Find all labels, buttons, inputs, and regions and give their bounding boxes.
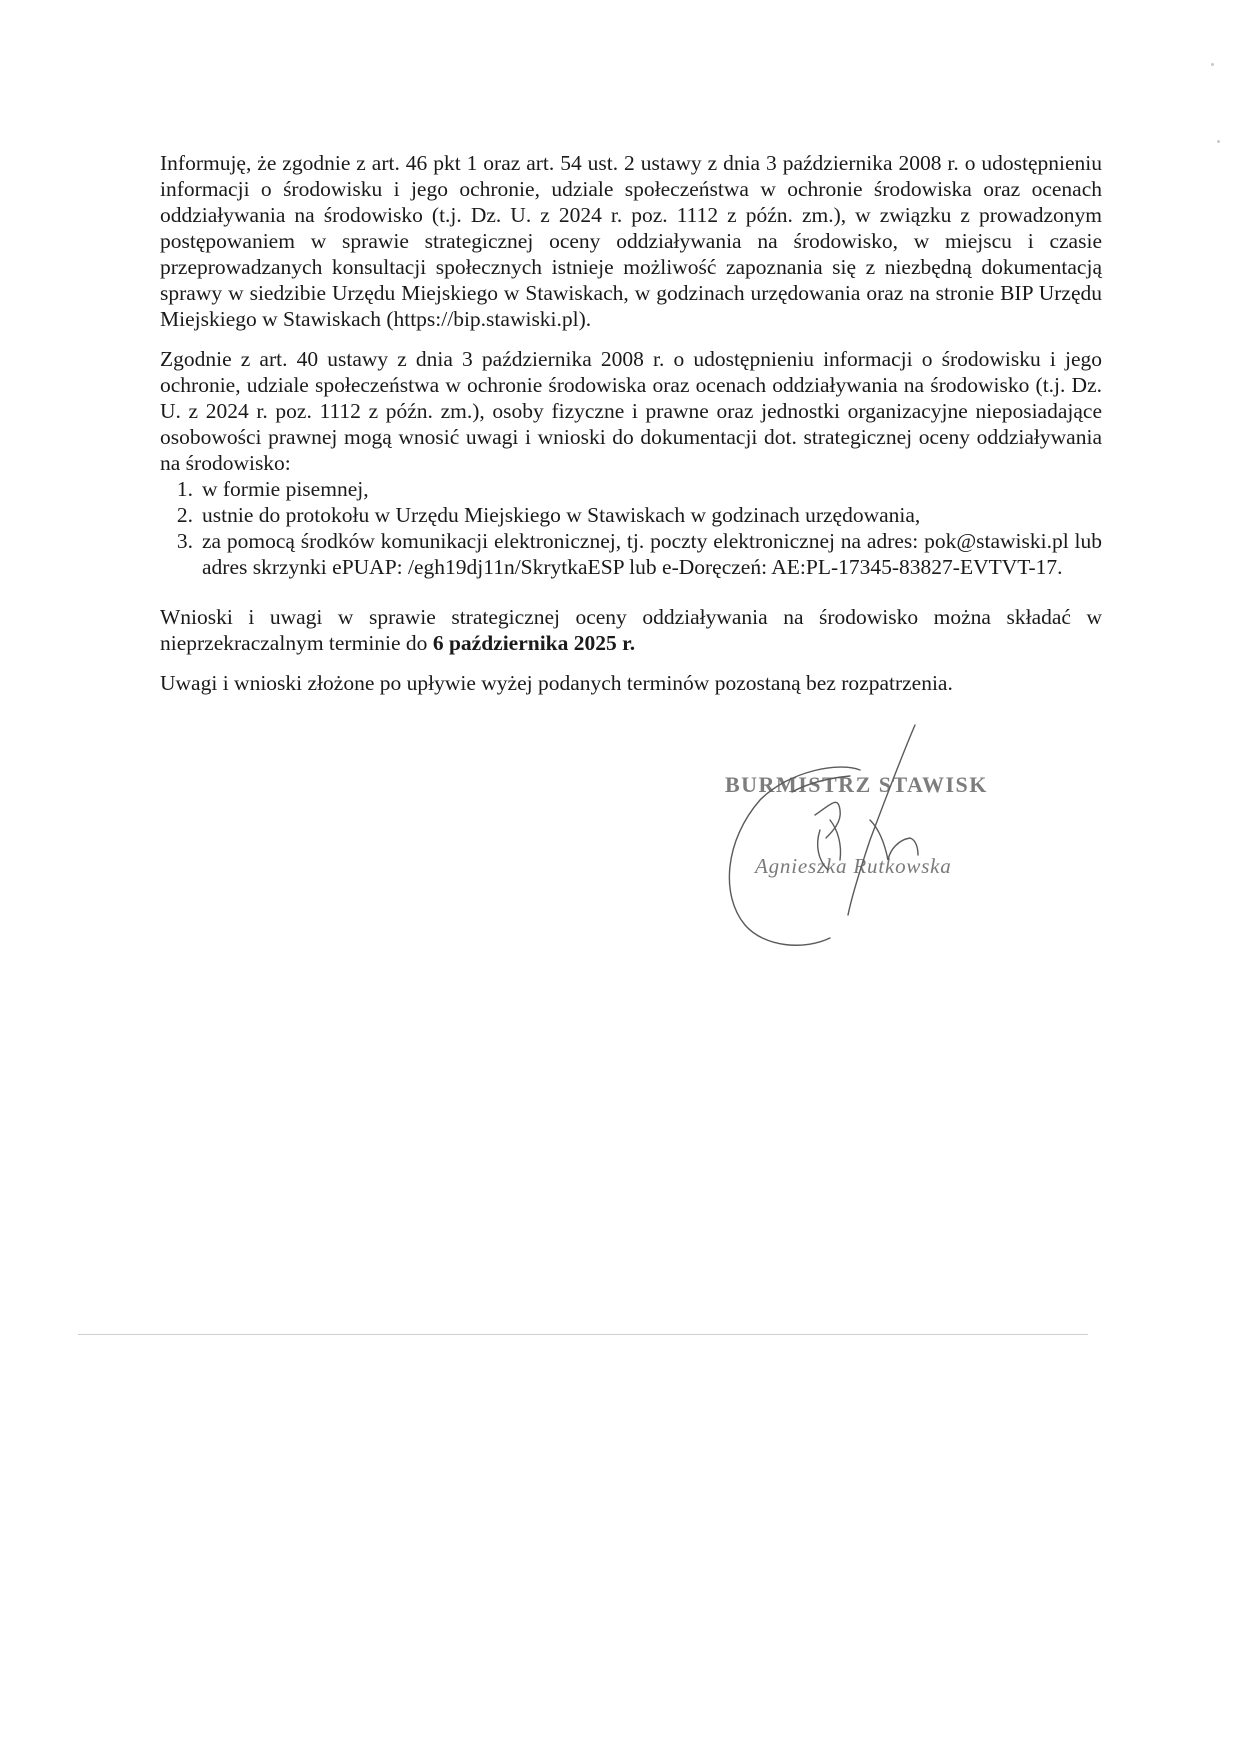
document-body [160, 150, 1102, 710]
stamp-title: BURMISTRZ STAWISK [725, 772, 988, 797]
paragraph-information: Informuję, że zgodnie z art. 46 pkt 1 oraz art. 54 ust. 2 ustawy z dnia 3 października 2008 r. o udostępnieniu informacji o środowisku i jego ochronie, udziale społeczeństwa w ochronie środowiska oraz ocenach oddziaływania na środowisko (t.j. Dz. U. z 2024 r. poz. 1112 z późn. zm.), w związku z prowadzonym postępowaniem w sprawie strategicznej oceny oddziaływania na środowisko, w miejscu i czasie przeprowadzanych konsultacji społecznych istnieje możliwość zapoznania się z niezbędną dokumentacją sprawy w siedzibie Urzędu Miejskiego w Stawiskach, w godzinach urzędowania oraz na stronie BIP Urzędu Miejskiego w Stawiskach (https://bip.stawiski.pl). [160, 151, 1102, 331]
list-item-number: 2. [176, 503, 193, 527]
submission-methods-list [160, 476, 1102, 580]
deadline-lead-text: Wnioski i uwagi w sprawie strategicznej oceny oddziaływania na środowisko można składać w nieprzekraczalnym terminie do [160, 605, 1102, 655]
paragraph-legal-basis: Zgodnie z art. 40 ustawy z dnia 3 października 2008 r. o udostępnieniu informacji o środowisku i jego ochronie, udziale społeczeństwa w ochronie środowiska oraz ocenach oddziaływania na środowisko (t.j. Dz. U. z 2024 r. poz. 1112 z późn. zm.), osoby fizyczne i prawne oraz jednostki organizacyjne nieposiadające osobowości prawnej mogą wnosić uwagi i wnioski do dokumentacji dot. strategicznej oceny oddziaływania na środowisko: [160, 347, 1102, 475]
handwritten-signature [720, 720, 980, 960]
list-item-text: za pomocą środków komunikacji elektronicznej, tj. poczty elektronicznej na adres: pok@stawiski.pl lub adres skrzynki ePUAP: /egh19dj11n/SkrytkaESP lub e-Doręczeń: AE:PL-17345-83827-EVTVT-17. [202, 529, 1102, 579]
list-item-number: 1. [176, 477, 193, 501]
list-item-text: ustnie do protokołu w Urzędu Miejskiego w Stawiskach w godzinach urzędowania, [202, 503, 921, 527]
stamp-name: Agnieszka Rutkowska [755, 854, 952, 878]
list-item [160, 502, 1102, 528]
list-item [160, 476, 1102, 502]
footer-divider [78, 1334, 1088, 1335]
paragraph-late-submissions: Uwagi i wnioski złożone po upływie wyżej podanych terminów pozostaną bez rozpatrzenia. [160, 671, 953, 695]
deadline-date: 6 października 2025 r. [432, 631, 636, 655]
scan-speck [1211, 63, 1214, 66]
list-item [160, 528, 1102, 580]
scan-speck [1217, 140, 1220, 143]
list-item-number: 3. [176, 529, 193, 553]
paragraph-deadline [160, 604, 1102, 656]
list-item-text: w formie pisemnej, [202, 477, 369, 501]
